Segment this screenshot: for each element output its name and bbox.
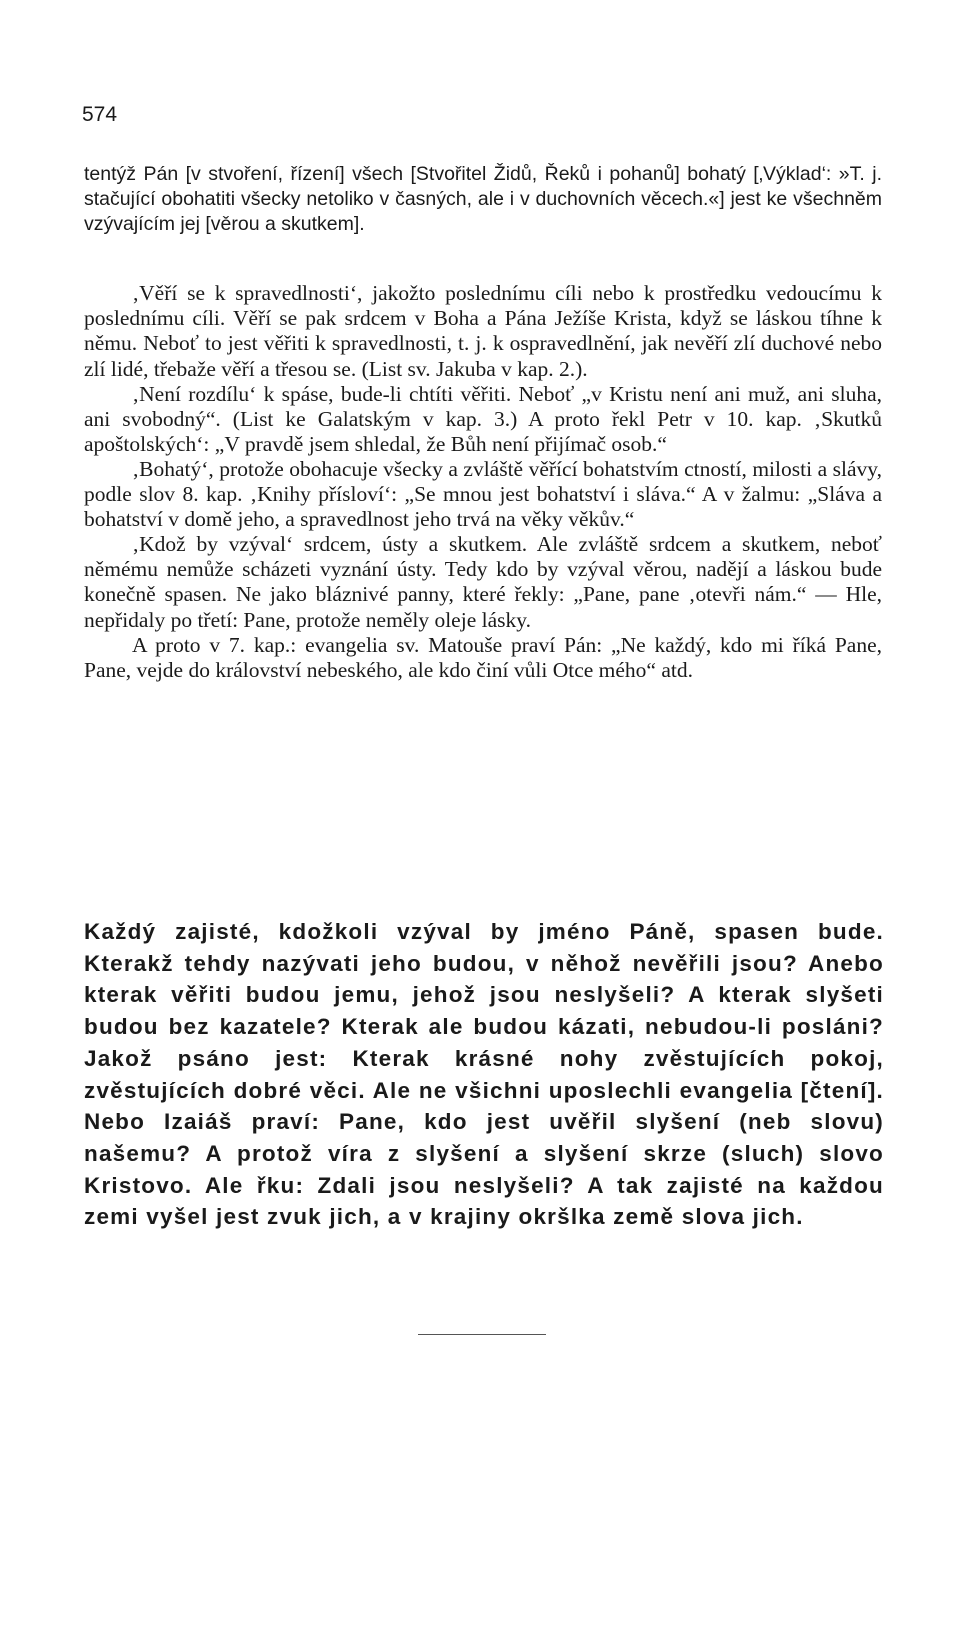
commentary-paragraph: ‚Kdož by vzýval‘ srdcem, ústy a skutkem. Ale zvláště srdcem a skutkem, neboť němému nemůže scházeti vyznání ústy. Tedy kdo by vzýval věrou, nadějí a láskou bude konečně spasen. Ne jako bláznivé panny, které řekly: „Pane, pane ‚otevři nám.“ — Hle, nepřidaly po třetí: Pane, protože neměly oleje lásky. (84, 532, 882, 632)
section-divider (418, 1334, 546, 1335)
commentary-block (84, 162, 882, 683)
commentary-paragraph: ‚Není rozdílu‘ k spáse, bude-li chtíti věřiti. Neboť „v Kristu není ani muž, ani sluha, ani svobodný“. (List ke Galatským v kap. 3.) A proto řekl Petr v 10. kap. ‚Skutků apoštolských‘: „V pravdě jsem shledal, že Bůh není přijímač osob.“ (84, 381, 882, 456)
commentary-paragraph: ‚Věří se k spravedlnosti‘, jakožto poslednímu cíli nebo k prostředku vedoucímu k poslednímu cíli. Věří se pak srdcem v Boha a Pána Ježíše Krista, když se láskou tíhne k němu. Neboť to jest věřiti k spravedlnosti, t. j. k ospravedlnění, jak nevěří zlí duchové nebo zlí lidé, třebaže věří a třesou se. (List sv. Jakuba v kap. 2.). (84, 281, 882, 381)
scripture-block (84, 916, 884, 1233)
commentary-paragraph: ‚Bohatý‘, protože obohacuje všecky a zvláště věřící bohatstvím ctností, milosti a slávy, podle slov 8. kap. ‚Knihy přísloví‘: „Se mnou jest bohatství i sláva.“ A v žalmu: „Sláva a bohatství v domě jeho, a spravedlnost jeho trvá na věky věkův.“ (84, 456, 882, 532)
scripture-text: Každý zajisté, kdožkoli vzýval by jméno Páně, spasen bude. Kterakž tehdy nazývati jeho budou, v něhož nevěřili jsou? Anebo kterak věřiti budou jemu, jehož jsou neslyšeli? A kterak slyšeti budou bez kazatele? Kterak ale budou kázati, nebudou-li posláni? Jakož psáno jest: Kterak krásné nohy zvěstujících pokoj, zvěstujících dobré věci. Ale ne všichni uposlechli evangelia [čtení]. Nebo Izaiáš praví: Pane, kdo jest uvěřil slyšení (neb slovu) našemu? A protož víra z slyšení a slyšení skrze (sluch) slovo Kristovo. Ale řku: Zdali jsou neslyšeli? A tak zajisté na každou zemi vyšel jest zvuk jich, a v krajiny okršlka země slova jich. (84, 919, 884, 1230)
paragraph-gap (84, 237, 882, 281)
page-number: 574 (82, 103, 118, 126)
commentary-opening: tentýž Pán [v stvoření, řízení] všech [Stvořitel Židů, Řeků i pohanů] bohatý [‚Výklad‘: »T. j. stačující obohatiti všecky netoliko v časných, ale i v duchovních věcech.«] jest ke všechněm vzývajícím jej [věrou a skutkem]. (84, 163, 882, 236)
commentary-paragraph: A proto v 7. kap.: evangelia sv. Matouše praví Pán: „Ne každý, kdo mi říká Pane, Pane, vejde do království nebeského, ale kdo činí vůli Otce mého“ atd. (84, 632, 882, 682)
